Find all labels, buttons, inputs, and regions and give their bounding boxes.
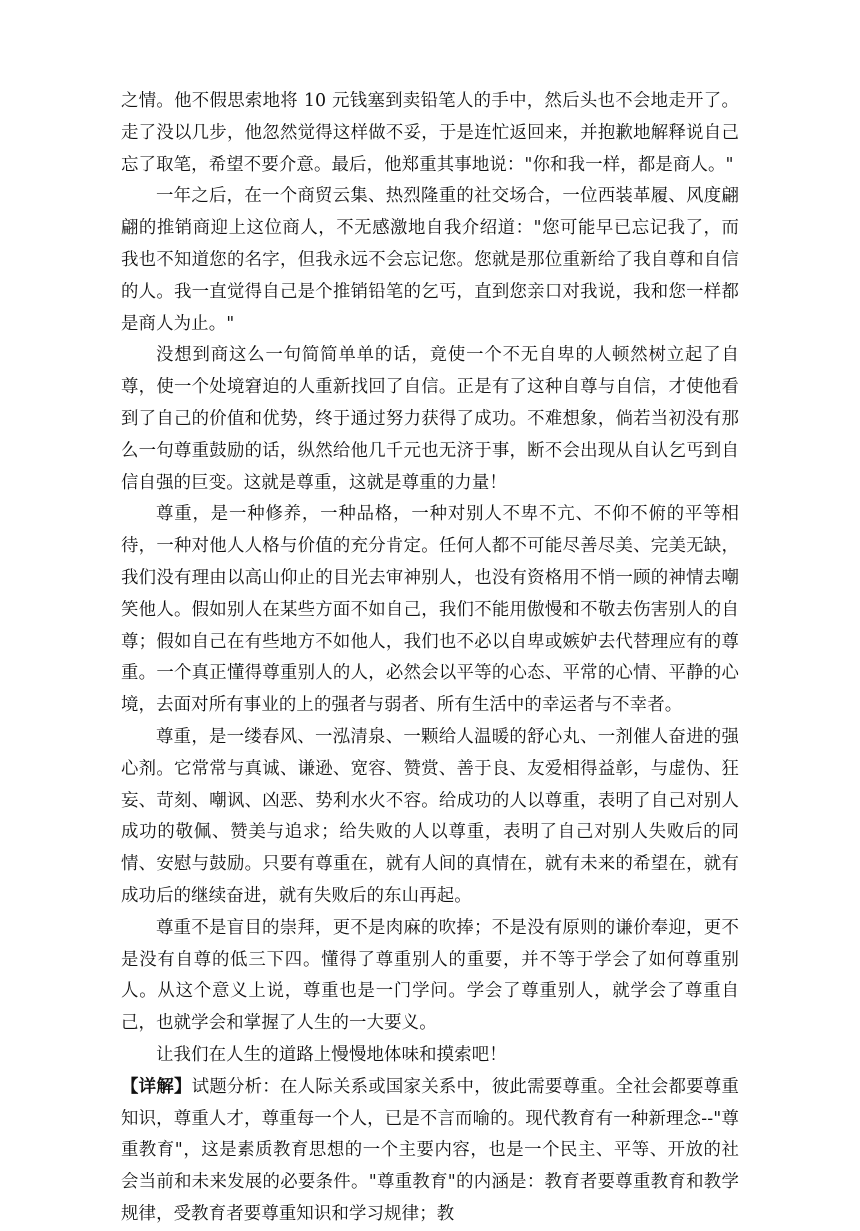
- explanation-text: 试题分析：在人际关系或国家关系中，彼此需要尊重。全社会都要尊重知识，尊重人才，尊重每一个人，已是不言而喻的。现代教育有一种新理念--"尊重教育"，这是素质教育思想的一个主要内容，也是一个民主、平等、开放的社会当前和未来发展的必要条件。"尊重教育"的内涵是：教育者要尊重教育和教学规律，受教育者要尊重知识和学习规律；教: [121, 1076, 740, 1224]
- paragraph-power-of-respect: 没想到商这么一句简简单单的话，竟使一个不无自卑的人顿然树立起了自尊，使一个处境窘迫的人重新找回了自信。正是有了这种自尊与自信，才使他看到了自己的价值和优势，终于通过努力获得了成功。不难想象，倘若当初没有那么一句尊重鼓励的话，纵然给他几千元也无济于事，断不会出现从自认乞丐到自信自强的巨变。这就是尊重，这就是尊重的力量！: [121, 345, 739, 493]
- paragraph-respect-spring-breeze: 尊重，是一缕春风、一泓清泉、一颗给人温暖的舒心丸、一剂催人奋进的强心剂。它常常与真诚、谦逊、宽容、赞赏、善于良、友爱相得益彰，与虚伪、狂妄、苛刻、嘲讽、凶恶、势利水火不容。给成功的人以尊重，表明了自己对别人成功的敬佩、赞美与追求；给失败的人以尊重，表明了自己对别人失败后的同情、安慰与鼓励。只要有尊重在，就有人间的真情在，就有未来的希望在，就有成功后的继续奋进，就有失败后的东山再起。: [121, 726, 739, 906]
- document-body: [121, 86, 739, 1231]
- paragraph-salesman-thanks: 一年之后，在一个商贸云集、热烈隆重的社交场合，一位西装革履、风度翩翩的推销商迎上这位商人，不无感激地自我介绍道："您可能早已忘记我了，而我也不知道您的名字，但我永远不会忘记您。您就是那位重新给了我自尊和自信的人。我一直觉得自己是个推销铅笔的乞丐，直到您亲口对我说，我和您一样都是商人为止。": [121, 186, 739, 334]
- explanation-tag: 【详解】: [121, 1076, 192, 1097]
- paragraph-respect-not-worship: 尊重不是盲目的崇拜，更不是肉麻的吹捧；不是没有原则的谦价奉迎，更不是没有自尊的低三下四。懂得了尊重别人的重要，并不等于学会了如何尊重别人。从这个意义上说，尊重也是一门学问。学会了尊重别人，就学会了尊重自己，也就学会和掌握了人生的一大要义。: [121, 917, 739, 1034]
- paragraph-closing: 让我们在人生的道路上慢慢地体味和摸索吧！: [156, 1044, 507, 1065]
- paragraph-respect-cultivation: 尊重，是一种修养，一种品格，一种对别人不卑不亢、不仰不俯的平等相待，一种对他人人格与价值的充分肯定。任何人都不可能尽善尽美、完美无缺，我们没有理由以高山仰止的目光去审神别人，也没有资格用不悄一顾的神情去嘲笑他人。假如别人在某些方面不如自己，我们不能用傲慢和不敬去伤害别人的自尊；假如自己在有些地方不如他人，我们也不必以自卑或嫉妒去代替理应有的尊重。一个真正懂得尊重别人的人，必然会以平等的心态、平常的心情、平静的心境，去面对所有事业的上的强者与弱者、所有生活中的幸运者与不幸者。: [121, 504, 739, 716]
- paragraph-continuation: 之情。他不假思索地将 10 元钱塞到卖铅笔人的手中，然后头也不会地走开了。走了没以几步，他忽然觉得这样做不妥，于是连忙返回来，并抱歉地解释说自己忘了取笔，希望不要介意。最后，他郑重其事地说："你和我一样，都是商人。": [121, 91, 739, 175]
- explanation-paragraph: [121, 1072, 739, 1231]
